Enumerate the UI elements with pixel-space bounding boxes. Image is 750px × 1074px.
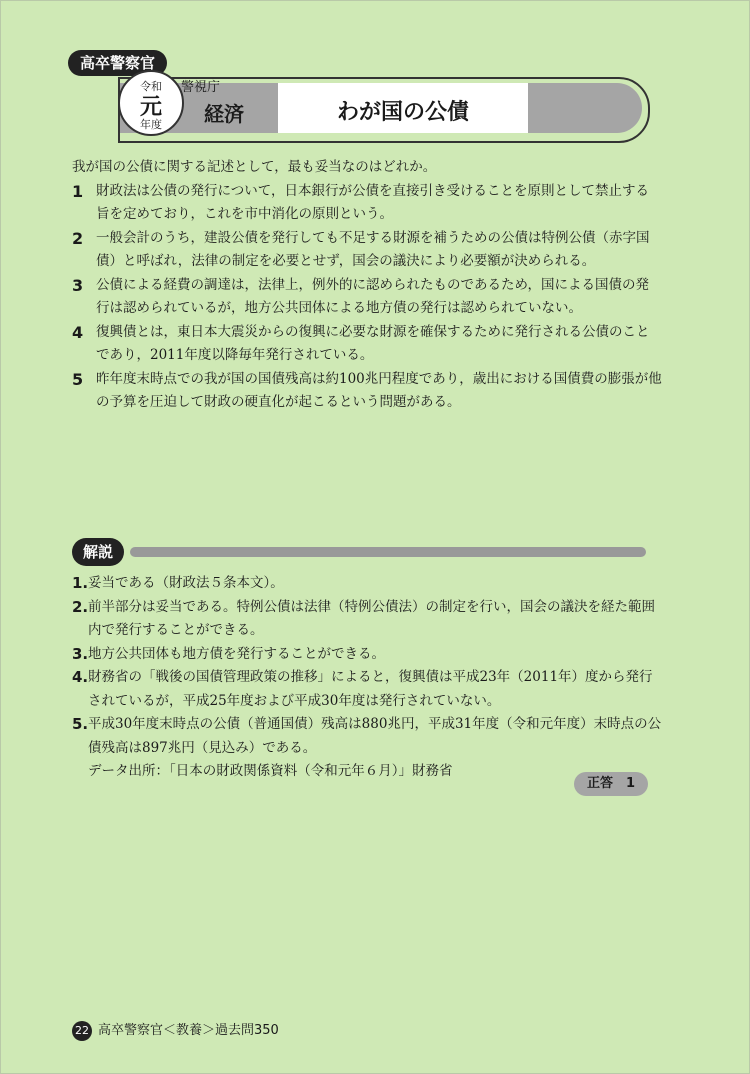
question-stem: 我が国の公債に関する記述として，最も妥当なのはどれか。 bbox=[72, 159, 437, 175]
era-top: 令和 bbox=[140, 80, 162, 93]
page-number: 22 bbox=[72, 1021, 92, 1041]
explanation-header bbox=[72, 538, 646, 566]
choice-text: 一般会計のうち，建設公債を発行しても不足する財源を補うための公債は特例公債（赤字国債）と呼ばれ，法律の制定を必要とせず，国会の議決により必要額が決められる。 bbox=[96, 229, 650, 269]
answer-badge: 正答 1 bbox=[574, 772, 648, 796]
choice-3 bbox=[72, 274, 662, 321]
explanation-body bbox=[72, 572, 662, 784]
data-source-note: データ出所：「日本の財政関係資料（令和元年６月）」財務省 bbox=[88, 763, 453, 779]
explanation-label: 解説 bbox=[72, 538, 124, 566]
book-title: 高卒警察官＜教養＞過去問350 bbox=[98, 1023, 279, 1038]
explanation-text: 財務省の「戦後の国債管理政策の推移」によると，復興債は平成23年（2011年）度から発行されているが，平成25年度および平成30年度は発行されていない。 bbox=[88, 669, 653, 709]
era-bottom: 年度 bbox=[140, 118, 162, 131]
choice-number: 3 bbox=[72, 275, 84, 295]
explanation-number: 3. bbox=[72, 644, 89, 663]
explanation-item-4 bbox=[72, 666, 662, 713]
explanation-number: 1. bbox=[72, 574, 89, 592]
explanation-number: 4. bbox=[72, 668, 89, 686]
choice-number: 1 bbox=[72, 181, 84, 201]
explanation-item-5 bbox=[72, 713, 662, 760]
choice-text: 公債による経費の調達は，法律上，例外的に認められたものであるため，国による国債の発行は認められているが，地方公共団体による地方債の発行は認められていない。 bbox=[96, 276, 649, 316]
explanation-text: 地方公共団体も地方債を発行することができる。 bbox=[88, 645, 385, 662]
choice-text: 財政法は公債の発行について，日本銀行が公債を直接引き受けることを原則として禁止する旨を定めており，これを市中消化の原則という。 bbox=[96, 182, 649, 222]
explanation-text: 平成30年度末時点の公債（普通国債）残高は880兆円，平成31年度（令和元年度）末時点の公債残高は897兆円（見込み）である。 bbox=[88, 716, 662, 756]
question-header bbox=[68, 50, 648, 142]
explanation-item-1 bbox=[72, 572, 662, 596]
choice-4 bbox=[72, 321, 662, 368]
explanation-number: 2. bbox=[72, 597, 89, 616]
explanation-text: 妥当である（財政法５条本文）。 bbox=[88, 575, 284, 591]
choice-2 bbox=[72, 227, 662, 274]
exam-source: 警視庁 bbox=[181, 80, 221, 95]
choice-5 bbox=[72, 368, 662, 415]
explanation-item-2 bbox=[72, 596, 662, 643]
explanation-item-3 bbox=[72, 643, 662, 667]
explanation-divider bbox=[130, 547, 646, 557]
era-year: 元 bbox=[139, 95, 162, 120]
choice-number: 4 bbox=[72, 322, 84, 342]
choice-number: 2 bbox=[72, 228, 84, 248]
choice-text: 復興債とは，東日本大震災からの復興に必要な財源を確保するために発行される公債のことであり，2011年度以降毎年発行されている。 bbox=[96, 323, 650, 363]
choice-1 bbox=[72, 180, 662, 227]
question-body bbox=[72, 156, 662, 415]
explanation-text: 前半部分は妥当である。特例公債は法律（特例公債法）の制定を行い，国会の議決を経た範囲内で発行することができる。 bbox=[88, 598, 655, 638]
choice-number: 5 bbox=[72, 369, 84, 389]
era-badge bbox=[118, 70, 184, 136]
topic-title: わが国の公債 bbox=[336, 100, 469, 125]
category-tag: 高卒警察官 bbox=[68, 50, 167, 76]
page-footer bbox=[72, 1019, 279, 1041]
subject-label: 経済 bbox=[204, 102, 244, 126]
choice-text: 昨年度末時点での我が国の国債残高は約100兆円程度であり，歳出における国債費の膨張が他の予算を圧迫して財政の硬直化が起こるという問題がある。 bbox=[96, 370, 662, 410]
explanation-number: 5. bbox=[72, 715, 89, 733]
